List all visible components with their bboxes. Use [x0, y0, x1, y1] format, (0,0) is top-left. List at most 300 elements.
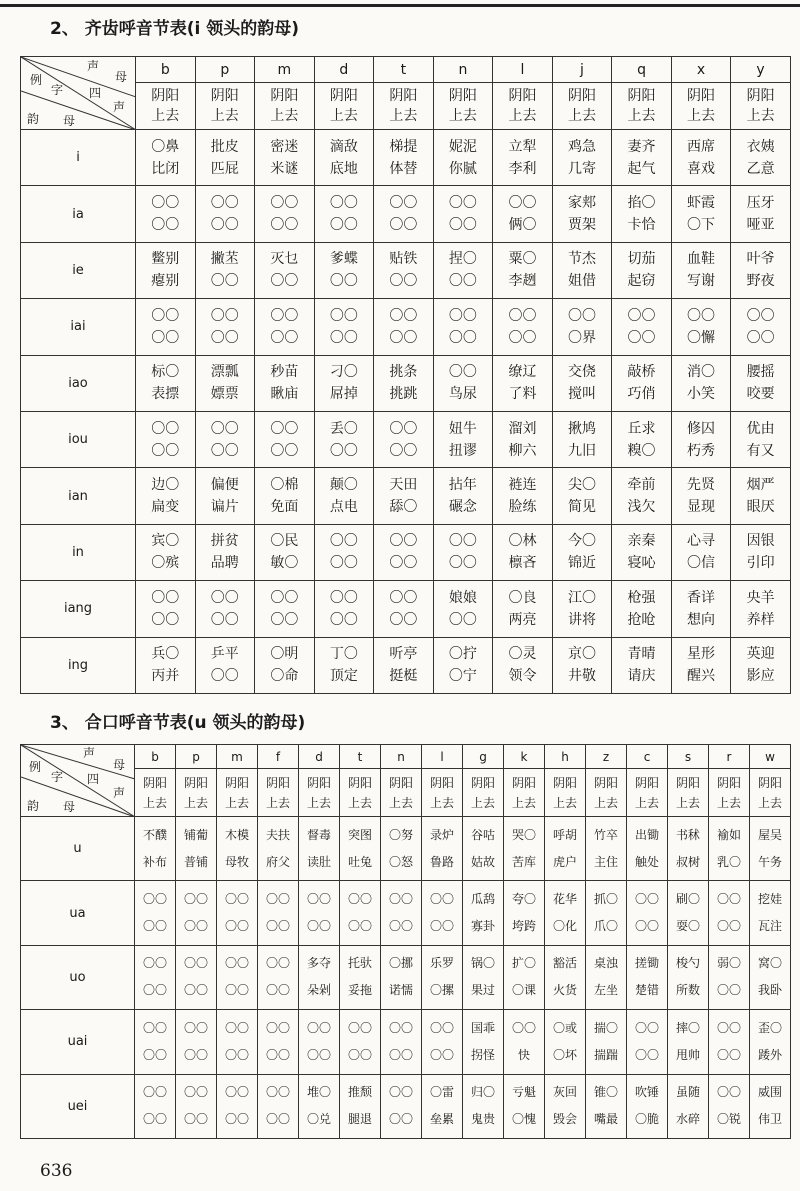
cell-line-bottom: 脸练	[508, 499, 537, 516]
cell-line-top: 因银	[746, 533, 775, 550]
syllable-cell	[463, 817, 504, 881]
syllable-cell	[627, 817, 668, 881]
syllable-cell	[217, 881, 258, 945]
tone-header	[422, 769, 463, 817]
syllable-cell	[381, 817, 422, 881]
cell-line-top: 妻齐	[627, 138, 656, 155]
cell-line-bottom: 〇〇	[210, 217, 239, 234]
cell-line-top: 密迷	[270, 138, 299, 155]
syllable-cell	[545, 945, 586, 1009]
cell-line-bottom: 糗〇	[627, 442, 656, 459]
syllable-cell	[668, 1010, 709, 1074]
cell-line-top: 〇〇	[448, 195, 477, 212]
tone-label-shangqu: 上去	[306, 795, 331, 810]
cell-line-bottom: 〇〇	[306, 919, 331, 934]
cell-line-bottom: 普铺	[183, 854, 208, 869]
initial-header: h	[545, 745, 586, 769]
cell-line-bottom: 〇〇	[389, 217, 418, 234]
syllable-cell	[195, 242, 255, 298]
cell-line-bottom: 贾架	[567, 217, 596, 234]
cell-line-bottom: 苦库	[511, 854, 536, 869]
table-row	[21, 817, 791, 881]
final-label: in	[21, 524, 136, 580]
cell-line-bottom: 嘴最	[593, 1112, 618, 1127]
syllable-cell	[136, 130, 196, 186]
cell-line-top: 听亭	[389, 646, 418, 663]
cell-line-bottom: 〇〇	[448, 555, 477, 572]
tone-label-yinyang: 阴阳	[552, 775, 577, 790]
tone-header	[136, 83, 196, 130]
syllable-cell	[612, 186, 672, 242]
cell-line-top: 切茄	[627, 251, 656, 268]
cell-line-top: 〇〇	[151, 589, 180, 606]
cell-line-top: 血鞋	[687, 251, 716, 268]
table-row	[21, 581, 791, 637]
syllable-cell	[381, 1074, 422, 1138]
cell-line-bottom: 〇〇	[329, 555, 358, 572]
cell-line-top: 挖娃	[757, 892, 782, 907]
syllable-cell	[422, 945, 463, 1009]
syllable-cell	[586, 817, 627, 881]
cell-line-bottom: 〇〇	[389, 442, 418, 459]
cell-line-bottom: 〇〇	[389, 611, 418, 628]
syllable-cell	[709, 945, 750, 1009]
syllable-cell	[668, 945, 709, 1009]
syllable-cell	[374, 186, 434, 242]
cell-line-top: 掐〇	[627, 195, 656, 212]
tone-label-yinyang: 阴阳	[675, 775, 700, 790]
syllable-cell	[671, 411, 731, 467]
cell-line-bottom: 妥拖	[347, 983, 372, 998]
cell-line-bottom: 小笑	[687, 386, 716, 403]
table-row	[21, 355, 791, 411]
syllable-cell	[671, 299, 731, 355]
syllable-cell	[136, 186, 196, 242]
syllable-cell	[135, 1010, 176, 1074]
cell-line-top: 扩〇	[511, 956, 536, 971]
cell-line-bottom: 俩〇	[508, 217, 537, 234]
syllable-cell	[552, 468, 612, 524]
cell-line-top: 〇良	[508, 589, 537, 606]
cell-line-top: 弱〇	[716, 956, 741, 971]
tone-label-yinyang: 阴阳	[716, 775, 741, 790]
cell-line-top: 敲桥	[627, 364, 656, 381]
cell-line-top: 〇挪	[388, 956, 413, 971]
cell-line-top: 爹蝶	[329, 251, 358, 268]
cell-line-bottom: 两亮	[508, 611, 537, 628]
cell-line-bottom: 〇〇	[265, 1047, 290, 1062]
cell-line-top: 录炉	[429, 827, 454, 842]
syllable-cell	[255, 186, 315, 242]
cell-line-bottom: 〇摞	[429, 983, 454, 998]
syllable-cell	[671, 355, 731, 411]
tone-header	[552, 83, 612, 130]
cell-line-bottom: 眼厌	[746, 499, 775, 516]
cell-line-top: 归〇	[470, 1085, 495, 1100]
tone-label-shangqu: 上去	[183, 795, 208, 810]
syllable-cell	[340, 1074, 381, 1138]
cell-line-top: 〇明	[270, 646, 299, 663]
cell-line-bottom: 〇〇	[634, 919, 659, 934]
cell-line-top: 家郏	[567, 195, 596, 212]
syllable-cell	[255, 299, 315, 355]
syllable-cell	[314, 468, 374, 524]
cell-line-top: 〇〇	[142, 1020, 167, 1035]
cell-line-top: 牵前	[627, 477, 656, 494]
initial-header: w	[750, 745, 791, 769]
cell-line-top: 优由	[746, 420, 775, 437]
cell-line-top: 夫扶	[265, 827, 290, 842]
syllable-cell	[612, 242, 672, 298]
section3-title: 3、 合口呼音节表(u 领头的韵母)	[50, 713, 306, 733]
cell-line-bottom: 〇〇	[210, 442, 239, 459]
syllable-cell	[731, 468, 791, 524]
cell-line-bottom: 〇〇	[329, 217, 358, 234]
syllable-cell	[493, 411, 553, 467]
cell-line-bottom: 〇坏	[552, 1047, 577, 1062]
syllable-cell	[731, 299, 791, 355]
cell-line-bottom: 〇〇	[429, 1047, 454, 1062]
syllable-cell	[493, 524, 553, 580]
cell-line-bottom: 〇锐	[716, 1112, 741, 1127]
cell-line-top: 贴铁	[389, 251, 418, 268]
syllable-cell	[258, 945, 299, 1009]
tone-header	[258, 769, 299, 817]
syllable-cell	[552, 130, 612, 186]
cell-line-top: 今〇	[567, 533, 596, 550]
syllable-cell	[731, 524, 791, 580]
cell-line-top: 梭勺	[675, 956, 700, 971]
cell-line-bottom: 〇〇	[183, 1112, 208, 1127]
corner-label-sheng: 声	[83, 746, 96, 760]
cell-line-bottom: 品聘	[210, 555, 239, 572]
cell-line-bottom: 〇〇	[270, 217, 299, 234]
cell-line-top: 刷〇	[675, 892, 700, 907]
cell-line-bottom: 写谢	[687, 273, 716, 290]
initial-header: l	[422, 745, 463, 769]
cell-line-top: 堆〇	[306, 1085, 331, 1100]
cell-line-top: 梯提	[389, 138, 418, 155]
corner-label-yun: 韵	[27, 799, 40, 813]
cell-line-bottom: 〇〇	[270, 611, 299, 628]
cell-line-top: 〇〇	[627, 307, 656, 324]
cell-line-bottom: 楚错	[634, 983, 659, 998]
cell-line-top: 〇〇	[448, 307, 477, 324]
cell-line-bottom: 几寄	[567, 160, 596, 177]
cell-line-top: 〇〇	[508, 195, 537, 212]
cell-line-top: 灰回	[552, 1085, 577, 1100]
cell-line-bottom: 朽秀	[687, 442, 716, 459]
syllable-cell	[493, 130, 553, 186]
syllable-cell	[552, 581, 612, 637]
tone-label-shangqu: 上去	[757, 795, 782, 810]
tone-label-yinyang: 阴阳	[634, 775, 659, 790]
cell-line-top: 〇〇	[142, 892, 167, 907]
table-corner-header	[21, 57, 136, 130]
syllable-cell	[552, 299, 612, 355]
page-number: 636	[40, 1161, 73, 1181]
cell-line-bottom: 显现	[687, 499, 716, 516]
tone-label-shangqu: 上去	[210, 108, 239, 124]
syllable-cell	[493, 581, 553, 637]
tone-label-yinyang: 阴阳	[183, 775, 208, 790]
cell-line-top: 撇苤	[210, 251, 239, 268]
syllable-cell	[176, 817, 217, 881]
table-row	[21, 524, 791, 580]
cell-line-top: 搓锄	[634, 956, 659, 971]
cell-line-bottom: 鬼贵	[470, 1112, 495, 1127]
cell-line-bottom: 母牧	[224, 854, 249, 869]
tone-label-shangqu: 上去	[224, 795, 249, 810]
cell-line-bottom: 〇〇	[627, 329, 656, 346]
cell-line-bottom: 〇懈	[687, 329, 716, 346]
top-rule	[0, 4, 800, 7]
cell-line-top: 〇〇	[183, 1020, 208, 1035]
cell-line-bottom: 〇〇	[224, 1112, 249, 1127]
cell-line-top: 国乖	[470, 1020, 495, 1035]
cell-line-bottom: 丙并	[151, 668, 180, 685]
syllable-cell	[552, 186, 612, 242]
cell-line-top: 〇〇	[746, 307, 775, 324]
corner-label-sheng: 声	[87, 59, 100, 73]
cell-line-top: 〇〇	[716, 1020, 741, 1035]
final-label: ua	[21, 881, 135, 945]
cell-line-top: 挑条	[389, 364, 418, 381]
cell-line-top: 〇〇	[270, 420, 299, 437]
cell-line-top: 〇〇	[142, 1085, 167, 1100]
syllable-cell	[195, 581, 255, 637]
syllable-cell	[668, 1074, 709, 1138]
cell-line-top: 〇〇	[210, 589, 239, 606]
syllable-cell	[750, 1074, 791, 1138]
final-label: uo	[21, 945, 135, 1009]
cell-line-bottom: 鸟尿	[448, 386, 477, 403]
cell-line-top: 〇〇	[388, 1085, 413, 1100]
initial-header: j	[552, 57, 612, 83]
cell-line-bottom: 浅欠	[627, 499, 656, 516]
cell-line-top: 腰摇	[746, 364, 775, 381]
cell-line-bottom: 〇〇	[329, 442, 358, 459]
syllable-cell	[136, 299, 196, 355]
cell-line-top: 〇民	[270, 533, 299, 550]
cell-line-bottom: 〇〇	[210, 668, 239, 685]
tone-label-shangqu: 上去	[347, 795, 372, 810]
table-row	[21, 299, 791, 355]
tone-label-shangqu: 上去	[716, 795, 741, 810]
cell-line-bottom: 〇界	[567, 329, 596, 346]
syllable-cell	[135, 945, 176, 1009]
final-label: iai	[21, 299, 136, 355]
tone-header	[299, 769, 340, 817]
tone-header	[750, 769, 791, 817]
cell-line-bottom: 檩吝	[508, 555, 537, 572]
tone-header	[586, 769, 627, 817]
cell-line-bottom: 〇〇	[210, 611, 239, 628]
cell-line-bottom: 〇脆	[634, 1112, 659, 1127]
cell-line-top: 衣姨	[746, 138, 775, 155]
cell-line-bottom: 〇〇	[347, 1047, 372, 1062]
syllable-cell	[493, 468, 553, 524]
syllable-cell	[340, 1010, 381, 1074]
cell-line-top: 〇雷	[429, 1085, 454, 1100]
corner-label-mu-top: 母	[113, 758, 126, 772]
cell-line-bottom: 〇怒	[388, 854, 413, 869]
initial-header: y	[731, 57, 791, 83]
syllable-cell	[255, 468, 315, 524]
tone-label-shangqu: 上去	[552, 795, 577, 810]
cell-line-bottom: 〇〇	[151, 217, 180, 234]
syllable-cell	[612, 299, 672, 355]
cell-line-top: 秒苗	[270, 364, 299, 381]
initial-header: f	[258, 745, 299, 769]
cell-line-top: 褕如	[716, 827, 741, 842]
cell-line-top: 夸〇	[511, 892, 536, 907]
tone-label-yinyang: 阴阳	[508, 88, 537, 104]
syllable-cell	[731, 242, 791, 298]
syllable-cell	[552, 242, 612, 298]
syllable-cell	[217, 1010, 258, 1074]
syllable-cell	[545, 817, 586, 881]
cell-line-bottom: 底地	[329, 160, 358, 177]
cell-line-top: 〇〇	[716, 892, 741, 907]
syllable-cell	[750, 1010, 791, 1074]
tone-label-shangqu: 上去	[511, 795, 536, 810]
syllable-cell	[586, 945, 627, 1009]
cell-line-bottom: 吐兔	[347, 854, 372, 869]
syllable-cell	[552, 637, 612, 693]
initial-header: l	[493, 57, 553, 83]
final-label: i	[21, 130, 136, 186]
cell-line-bottom: 舔〇	[389, 499, 418, 516]
syllable-cell	[136, 355, 196, 411]
cell-line-bottom: 免面	[270, 499, 299, 516]
syllable-cell	[612, 637, 672, 693]
syllable-table-qichi	[20, 56, 791, 694]
cell-line-bottom: 野夜	[746, 273, 775, 290]
corner-label-mu-top: 母	[115, 70, 128, 84]
tone-header	[612, 83, 672, 130]
tone-label-shangqu: 上去	[634, 795, 659, 810]
cell-line-top: 〇〇	[265, 956, 290, 971]
cell-line-top: 鳖别	[151, 251, 180, 268]
tone-label-yinyang: 阴阳	[224, 775, 249, 790]
cell-line-top: 压牙	[746, 195, 775, 212]
cell-line-top: 窝〇	[757, 956, 782, 971]
syllable-cell	[136, 581, 196, 637]
cell-line-bottom: 耍〇	[675, 919, 700, 934]
initial-header: m	[255, 57, 315, 83]
syllable-cell	[612, 411, 672, 467]
cell-line-bottom: 〇课	[511, 983, 536, 998]
tone-header	[463, 769, 504, 817]
cell-line-bottom: 扁变	[151, 499, 180, 516]
cell-line-top: 先贤	[687, 477, 716, 494]
syllable-cell	[504, 881, 545, 945]
cell-line-bottom: 水碎	[675, 1112, 700, 1127]
cell-line-top: 亏魁	[511, 1085, 536, 1100]
syllable-cell	[374, 355, 434, 411]
final-label: iou	[21, 411, 136, 467]
syllable-cell	[709, 817, 750, 881]
cell-line-bottom: 爪〇	[593, 919, 618, 934]
table-row	[21, 242, 791, 298]
cell-line-bottom: 〇〇	[508, 329, 537, 346]
cell-line-bottom: 〇〇	[347, 919, 372, 934]
syllable-cell	[374, 130, 434, 186]
cell-line-top: 〇〇	[429, 892, 454, 907]
cell-line-top: 溜刘	[508, 420, 537, 437]
syllable-cell	[135, 1074, 176, 1138]
tone-header	[731, 83, 791, 130]
corner-label-yun: 韵	[27, 112, 40, 126]
cell-line-top: 〇〇	[389, 307, 418, 324]
syllable-cell	[255, 637, 315, 693]
cell-line-bottom: 〇〇	[388, 919, 413, 934]
cell-line-bottom: 〇〇	[716, 983, 741, 998]
syllable-cell	[381, 881, 422, 945]
cell-line-bottom: 姐借	[567, 273, 596, 290]
cell-line-top: 〇〇	[329, 533, 358, 550]
syllable-cell	[176, 1010, 217, 1074]
cell-line-bottom: 〇〇	[151, 442, 180, 459]
cell-line-top: 〇〇	[687, 307, 716, 324]
cell-line-bottom: 朵剁	[306, 983, 331, 998]
cell-line-bottom: 寝吣	[627, 555, 656, 572]
table-row	[21, 637, 791, 693]
cell-line-top: 摔〇	[675, 1020, 700, 1035]
syllable-cell	[671, 130, 731, 186]
cell-line-top: 妞牛	[448, 420, 477, 437]
tone-header	[493, 83, 553, 130]
cell-line-bottom: 〇〇	[265, 919, 290, 934]
cell-line-bottom: 垒累	[429, 1112, 454, 1127]
syllable-cell	[612, 130, 672, 186]
tone-header	[433, 83, 493, 130]
corner-label-si: 四	[87, 772, 100, 786]
table-row	[21, 1010, 791, 1074]
cell-line-bottom: 虎户	[552, 854, 577, 869]
cell-line-top: 〇〇	[151, 195, 180, 212]
cell-line-top: 偏便	[210, 477, 239, 494]
initial-header: t	[374, 57, 434, 83]
syllable-cell	[374, 242, 434, 298]
cell-line-top: 谷咕	[470, 827, 495, 842]
tone-label-shangqu: 上去	[389, 108, 418, 124]
syllable-cell	[374, 411, 434, 467]
syllable-cell	[255, 355, 315, 411]
cell-line-top: 〇〇	[429, 1020, 454, 1035]
syllable-cell	[136, 524, 196, 580]
cell-line-bottom: 请庆	[627, 668, 656, 685]
tone-label-yinyang: 阴阳	[470, 775, 495, 790]
tone-header	[545, 769, 586, 817]
syllable-cell	[136, 468, 196, 524]
cell-line-top: 托驮	[347, 956, 372, 971]
cell-line-bottom: 〇〇	[270, 273, 299, 290]
syllable-cell	[195, 411, 255, 467]
syllable-cell	[463, 1010, 504, 1074]
syllable-cell	[136, 242, 196, 298]
corner-label-mu-bottom: 母	[63, 114, 76, 128]
syllable-cell	[299, 1074, 340, 1138]
final-label: iao	[21, 355, 136, 411]
cell-line-bottom: 甩帅	[675, 1047, 700, 1062]
cell-line-bottom: 〇〇	[389, 329, 418, 346]
cell-line-bottom: 〇〇	[210, 273, 239, 290]
cell-line-top: 威围	[757, 1085, 782, 1100]
cell-line-top: 漂瓢	[210, 364, 239, 381]
cell-line-bottom: 〇〇	[224, 983, 249, 998]
